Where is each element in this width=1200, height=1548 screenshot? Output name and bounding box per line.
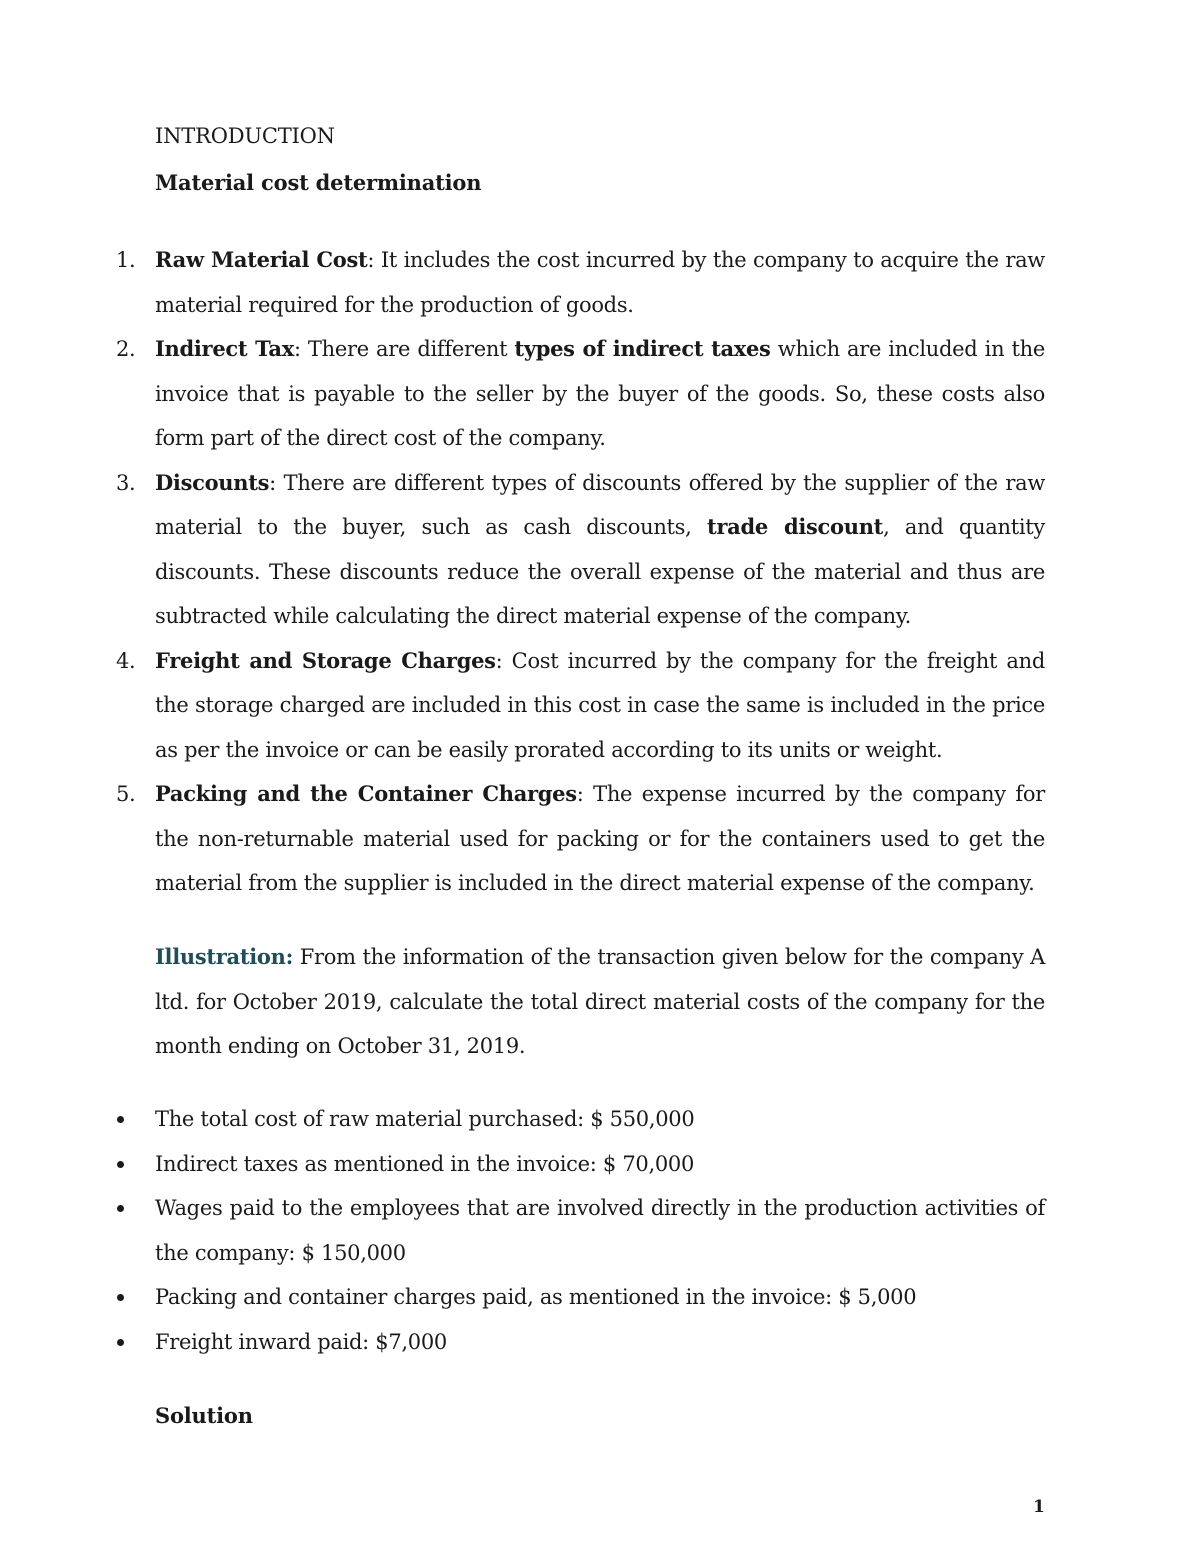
item-text: : There are different [293,337,515,361]
list-item-raw-material-cost [0,238,1045,327]
item-bold-phrase: types of indirect taxes [514,336,771,361]
section-subtitle: Material cost determination [155,170,482,195]
item-bold-phrase: trade discount [706,514,884,539]
list-item [0,1097,1045,1142]
bullet-text: Freight inward paid: $7,000 [155,1329,447,1354]
item-term: Indirect Tax [155,336,294,361]
list-item [0,1275,1045,1320]
page-number: 1 [1033,1497,1045,1517]
item-term: Discounts [155,469,270,495]
intro-title: INTRODUCTION [155,124,335,148]
bullet-icon [117,1339,124,1346]
cost-components-list [0,238,1200,906]
item-number: 4. [116,648,136,673]
item-term: Freight and Storage Charges [155,647,496,673]
bullet-icon [117,1161,124,1168]
list-item [0,1320,1045,1365]
solution-title: Solution [155,1403,253,1428]
bullet-text: Indirect taxes as mentioned in the invoice: $ 70,000 [155,1151,695,1176]
illustration-text: From the information of the transaction given below for the company A ltd. for October 2019, calculate the total direct material costs of the company for the month ending on October 31, 2019. [155,945,1045,1058]
item-number: 5. [116,782,136,806]
item-text: : It includes the cost incurred by the company to acquire the raw material required for the production of goods. [155,248,1045,317]
item-number: 1. [116,248,136,272]
bullet-icon [117,1205,124,1212]
list-item-discounts [0,461,1045,639]
list-item [0,1142,1045,1187]
list-item [0,1186,1045,1275]
item-number: 3. [116,470,136,495]
item-term: Packing and the Container Charges [155,781,577,806]
item-text: which are included in the invoice that is payable to the seller by the buyer of the goods. So, these costs also form part of the direct cost of the company. [155,337,1045,450]
list-item-freight-storage [0,639,1045,773]
bullet-text: Packing and container charges paid, as mentioned in the invoice: $ 5,000 [155,1285,917,1309]
item-term: Raw Material Cost [155,247,368,272]
illustration-paragraph [155,935,1045,1069]
item-text: , and quantity discounts. These discounts reduce the overall expense of the material and thus are subtracted while calculating the direct material expense of the company. [155,515,1046,628]
list-item-indirect-tax [0,327,1045,461]
bullet-icon [117,1116,124,1123]
bullet-text: The total cost of raw material purchased: $ 550,000 [155,1107,695,1131]
bullet-icon [117,1294,124,1301]
item-text: : There are different types of discounts offered by the supplier of the raw material to the buyer, such as cash discounts, [155,470,1045,539]
bullet-text: Wages paid to the employees that are involved directly in the production activities of the company: $ 150,000 [155,1196,1045,1265]
illustration-label: Illustration: [155,944,294,969]
transaction-bullet-list [0,1097,1200,1364]
item-number: 2. [116,337,136,361]
list-item-packing-container [0,772,1045,906]
item-text: : The expense incurred by the company for the non-returnable material used for packing or for the containers used to get the material from the supplier is included in the direct material expense of the company. [155,782,1045,895]
item-text: : Cost incurred by the company for the freight and the storage charged are included in this cost in case the same is included in the price as per the invoice or can be easily prorated according to its units or weight. [155,648,1045,762]
